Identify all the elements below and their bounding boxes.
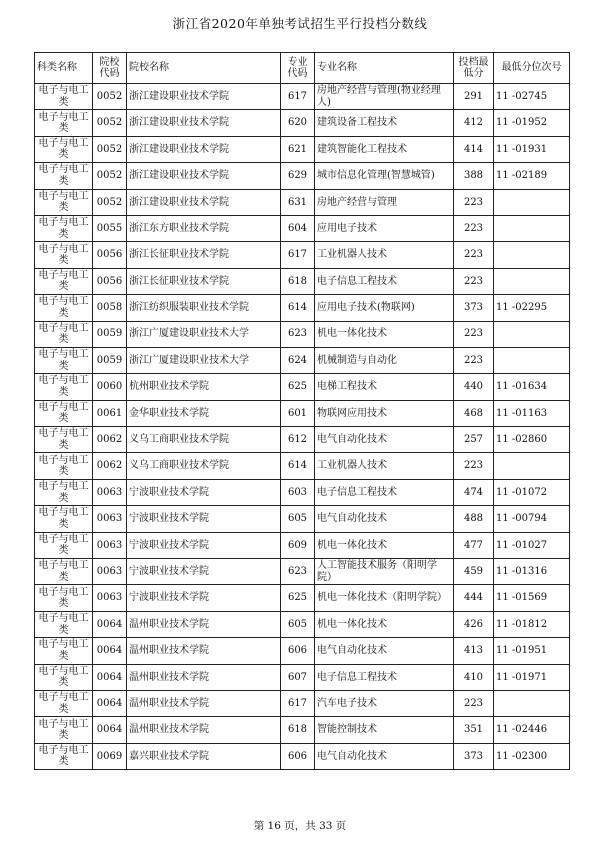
cell-major-code: 625 <box>281 585 315 611</box>
cell-min-score: 488 <box>454 506 494 532</box>
cell-major-code: 617 <box>281 690 315 716</box>
cell-category: 电子与电工类 <box>35 427 93 453</box>
header-school-name: 院校名称 <box>127 53 281 84</box>
cell-min-rank: 11 -01316 <box>494 559 570 585</box>
table-row <box>35 136 570 162</box>
cell-major-name: 房地产经营与管理 <box>315 189 454 215</box>
cell-school-code: 0063 <box>93 532 127 558</box>
cell-min-rank: 11 -01569 <box>494 585 570 611</box>
cell-school-code: 0064 <box>93 717 127 743</box>
table-row <box>35 321 570 347</box>
cell-major-code: 624 <box>281 347 315 373</box>
cell-major-code: 620 <box>281 110 315 136</box>
cell-major-code: 614 <box>281 295 315 321</box>
cell-category: 电子与电工类 <box>35 268 93 294</box>
cell-major-code: 603 <box>281 479 315 505</box>
cell-category: 电子与电工类 <box>35 84 93 110</box>
cell-min-rank <box>494 690 570 716</box>
cell-school-name: 宁波职业技术学院 <box>127 532 281 558</box>
cell-school-code: 0052 <box>93 189 127 215</box>
cell-school-code: 0059 <box>93 347 127 373</box>
cell-min-score: 223 <box>454 215 494 241</box>
cell-category: 电子与电工类 <box>35 163 93 189</box>
table-row <box>35 743 570 769</box>
cell-school-code: 0064 <box>93 664 127 690</box>
cell-min-score: 223 <box>454 321 494 347</box>
cell-min-score: 444 <box>454 585 494 611</box>
cell-min-rank: 11 -01072 <box>494 479 570 505</box>
cell-major-code: 629 <box>281 163 315 189</box>
table-row <box>35 690 570 716</box>
cell-school-name: 温州职业技术学院 <box>127 690 281 716</box>
cell-category: 电子与电工类 <box>35 743 93 769</box>
cell-min-rank: 11 -02295 <box>494 295 570 321</box>
cell-school-name: 温州职业技术学院 <box>127 611 281 637</box>
cell-min-rank <box>494 268 570 294</box>
table-row <box>35 532 570 558</box>
cell-min-score: 223 <box>454 189 494 215</box>
cell-category: 电子与电工类 <box>35 295 93 321</box>
cell-min-score: 388 <box>454 163 494 189</box>
cell-school-name: 浙江建设职业技术学院 <box>127 189 281 215</box>
cell-major-name: 物联网应用技术 <box>315 400 454 426</box>
cell-major-code: 607 <box>281 664 315 690</box>
page-footer: 第 16 页，共 33 页 <box>253 820 347 832</box>
cell-major-code: 612 <box>281 427 315 453</box>
cell-major-name: 机电一体化技术（阳明学院） <box>315 585 454 611</box>
page-title: 浙江省2020年单独考试招生平行投档分数线 <box>172 16 428 31</box>
cell-min-score: 373 <box>454 743 494 769</box>
cell-major-name: 工业机器人技术 <box>315 453 454 479</box>
cell-min-score: 410 <box>454 664 494 690</box>
cell-min-rank: 11 -01163 <box>494 400 570 426</box>
table-row <box>35 242 570 268</box>
cell-min-score: 223 <box>454 453 494 479</box>
table-row <box>35 559 570 585</box>
cell-school-code: 0062 <box>93 427 127 453</box>
cell-category: 电子与电工类 <box>35 638 93 664</box>
cell-min-rank: 11 -02860 <box>494 427 570 453</box>
cell-major-name: 建筑智能化工程技术 <box>315 136 454 162</box>
cell-major-name: 电子信息工程技术 <box>315 664 454 690</box>
cell-major-name: 机电一体化技术 <box>315 611 454 637</box>
cell-major-code: 623 <box>281 559 315 585</box>
table-row <box>35 215 570 241</box>
cell-min-score: 412 <box>454 110 494 136</box>
cell-major-code: 609 <box>281 532 315 558</box>
cell-major-code: 601 <box>281 400 315 426</box>
cell-major-name: 机电一体化技术 <box>315 321 454 347</box>
cell-major-name: 电气自动化技术 <box>315 638 454 664</box>
cell-major-name: 工业机器人技术 <box>315 242 454 268</box>
cell-min-score: 223 <box>454 690 494 716</box>
cell-school-code: 0063 <box>93 506 127 532</box>
cell-min-score: 291 <box>454 84 494 110</box>
cell-school-code: 0060 <box>93 374 127 400</box>
table-row <box>35 638 570 664</box>
cell-min-rank <box>494 189 570 215</box>
cell-major-name: 智能控制技术 <box>315 717 454 743</box>
cell-category: 电子与电工类 <box>35 189 93 215</box>
cell-major-name: 电子信息工程技术 <box>315 479 454 505</box>
cell-major-name: 电气自动化技术 <box>315 743 454 769</box>
cell-school-name: 浙江长征职业技术学院 <box>127 242 281 268</box>
cell-major-code: 618 <box>281 268 315 294</box>
cell-school-code: 0056 <box>93 268 127 294</box>
cell-school-code: 0056 <box>93 242 127 268</box>
table-row <box>35 427 570 453</box>
cell-major-name: 电子信息工程技术 <box>315 268 454 294</box>
cell-category: 电子与电工类 <box>35 347 93 373</box>
cell-major-name: 机电一体化技术 <box>315 532 454 558</box>
table-row <box>35 453 570 479</box>
cell-school-code: 0061 <box>93 400 127 426</box>
table-row <box>35 400 570 426</box>
cell-school-code: 0052 <box>93 84 127 110</box>
cell-min-score: 223 <box>454 347 494 373</box>
cell-school-code: 0059 <box>93 321 127 347</box>
cell-min-score: 414 <box>454 136 494 162</box>
table-row <box>35 163 570 189</box>
cell-school-code: 0064 <box>93 638 127 664</box>
cell-school-name: 浙江建设职业技术学院 <box>127 84 281 110</box>
cell-school-name: 金华职业技术学院 <box>127 400 281 426</box>
table-row <box>35 585 570 611</box>
cell-major-code: 604 <box>281 215 315 241</box>
cell-school-code: 0063 <box>93 479 127 505</box>
cell-school-code: 0062 <box>93 453 127 479</box>
cell-min-rank: 11 -01931 <box>494 136 570 162</box>
header-category: 科类名称 <box>35 53 93 84</box>
cell-school-name: 温州职业技术学院 <box>127 664 281 690</box>
cell-category: 电子与电工类 <box>35 242 93 268</box>
cell-major-code: 606 <box>281 743 315 769</box>
header-school-code: 院校代码 <box>93 53 127 84</box>
header-major-name: 专业名称 <box>315 53 454 84</box>
cell-major-name: 汽车电子技术 <box>315 690 454 716</box>
cell-school-name: 宁波职业技术学院 <box>127 506 281 532</box>
cell-min-rank: 11 -01951 <box>494 638 570 664</box>
cell-school-code: 0064 <box>93 690 127 716</box>
cell-school-name: 宁波职业技术学院 <box>127 585 281 611</box>
cell-min-rank: 11 -01971 <box>494 664 570 690</box>
cell-school-name: 浙江长征职业技术学院 <box>127 268 281 294</box>
cell-major-name: 应用电子技术(物联网) <box>315 295 454 321</box>
table-row <box>35 506 570 532</box>
table-row <box>35 295 570 321</box>
cell-school-name: 温州职业技术学院 <box>127 638 281 664</box>
cell-major-name: 人工智能技术服务（阳明学院） <box>315 559 454 585</box>
cell-school-name: 浙江建设职业技术学院 <box>127 110 281 136</box>
table-row <box>35 717 570 743</box>
cell-school-code: 0052 <box>93 110 127 136</box>
cell-category: 电子与电工类 <box>35 506 93 532</box>
table-row <box>35 268 570 294</box>
cell-school-name: 杭州职业技术学院 <box>127 374 281 400</box>
cell-min-score: 459 <box>454 559 494 585</box>
cell-category: 电子与电工类 <box>35 110 93 136</box>
cell-major-code: 605 <box>281 611 315 637</box>
cell-category: 电子与电工类 <box>35 374 93 400</box>
table-row <box>35 84 570 110</box>
table-row <box>35 189 570 215</box>
cell-min-score: 257 <box>454 427 494 453</box>
cell-major-name: 电气自动化技术 <box>315 506 454 532</box>
cell-category: 电子与电工类 <box>35 690 93 716</box>
cell-min-rank: 11 -02189 <box>494 163 570 189</box>
cell-category: 电子与电工类 <box>35 585 93 611</box>
cell-min-rank <box>494 347 570 373</box>
cell-major-name: 建筑设备工程技术 <box>315 110 454 136</box>
cell-min-rank: 11 -02446 <box>494 717 570 743</box>
cell-school-code: 0052 <box>93 136 127 162</box>
cell-major-code: 621 <box>281 136 315 162</box>
cell-category: 电子与电工类 <box>35 400 93 426</box>
cell-school-name: 浙江建设职业技术学院 <box>127 163 281 189</box>
cell-category: 电子与电工类 <box>35 559 93 585</box>
cell-min-rank: 11 -01634 <box>494 374 570 400</box>
cell-school-name: 义乌工商职业技术学院 <box>127 453 281 479</box>
cell-min-rank: 11 -00794 <box>494 506 570 532</box>
header-min-score: 投档最低分 <box>454 53 494 84</box>
cell-major-code: 605 <box>281 506 315 532</box>
cell-major-code: 623 <box>281 321 315 347</box>
cell-major-code: 617 <box>281 84 315 110</box>
cell-min-score: 440 <box>454 374 494 400</box>
cell-category: 电子与电工类 <box>35 136 93 162</box>
cell-min-score: 223 <box>454 242 494 268</box>
cell-major-name: 机械制造与自动化 <box>315 347 454 373</box>
cell-school-code: 0063 <box>93 585 127 611</box>
cell-school-code: 0052 <box>93 163 127 189</box>
cell-major-code: 606 <box>281 638 315 664</box>
cell-category: 电子与电工类 <box>35 664 93 690</box>
cell-min-score: 468 <box>454 400 494 426</box>
cell-major-code: 614 <box>281 453 315 479</box>
cell-category: 电子与电工类 <box>35 453 93 479</box>
cell-min-rank: 11 -02745 <box>494 84 570 110</box>
cell-school-name: 义乌工商职业技术学院 <box>127 427 281 453</box>
cell-major-name: 电气自动化技术 <box>315 427 454 453</box>
cell-school-name: 嘉兴职业技术学院 <box>127 743 281 769</box>
table-row <box>35 479 570 505</box>
cell-school-code: 0055 <box>93 215 127 241</box>
header-min-rank: 最低分位次号 <box>494 53 570 84</box>
cell-min-score: 426 <box>454 611 494 637</box>
cell-min-score: 351 <box>454 717 494 743</box>
cell-school-code: 0063 <box>93 559 127 585</box>
cell-category: 电子与电工类 <box>35 215 93 241</box>
header-major-code: 专业代码 <box>281 53 315 84</box>
cell-school-name: 浙江广厦建设职业技术大学 <box>127 347 281 373</box>
cell-major-code: 618 <box>281 717 315 743</box>
cell-major-code: 625 <box>281 374 315 400</box>
cell-school-name: 浙江建设职业技术学院 <box>127 136 281 162</box>
cell-min-score: 413 <box>454 638 494 664</box>
cell-school-code: 0069 <box>93 743 127 769</box>
cell-min-score: 477 <box>454 532 494 558</box>
cell-major-name: 城市信息化管理(智慧城管) <box>315 163 454 189</box>
cell-min-rank <box>494 453 570 479</box>
cell-min-rank: 11 -01952 <box>494 110 570 136</box>
table-row <box>35 110 570 136</box>
cell-category: 电子与电工类 <box>35 479 93 505</box>
cell-min-rank: 11 -01027 <box>494 532 570 558</box>
cell-min-score: 223 <box>454 268 494 294</box>
cell-min-rank <box>494 321 570 347</box>
cell-min-rank <box>494 215 570 241</box>
cell-category: 电子与电工类 <box>35 611 93 637</box>
cell-school-name: 浙江东方职业技术学院 <box>127 215 281 241</box>
cell-major-code: 631 <box>281 189 315 215</box>
admission-score-table <box>34 52 570 770</box>
cell-min-score: 373 <box>454 295 494 321</box>
cell-school-name: 宁波职业技术学院 <box>127 479 281 505</box>
table-row <box>35 374 570 400</box>
cell-school-code: 0058 <box>93 295 127 321</box>
cell-major-name: 房地产经营与管理(物业经理人) <box>315 84 454 110</box>
table-header-row <box>35 53 570 84</box>
cell-min-rank: 11 -02300 <box>494 743 570 769</box>
cell-major-code: 617 <box>281 242 315 268</box>
cell-min-score: 474 <box>454 479 494 505</box>
cell-min-rank <box>494 242 570 268</box>
cell-major-name: 应用电子技术 <box>315 215 454 241</box>
cell-category: 电子与电工类 <box>35 321 93 347</box>
cell-category: 电子与电工类 <box>35 532 93 558</box>
cell-school-name: 宁波职业技术学院 <box>127 559 281 585</box>
cell-school-code: 0064 <box>93 611 127 637</box>
cell-school-name: 浙江广厦建设职业技术大学 <box>127 321 281 347</box>
table-row <box>35 611 570 637</box>
cell-min-rank: 11 -01812 <box>494 611 570 637</box>
table-row <box>35 347 570 373</box>
cell-school-name: 温州职业技术学院 <box>127 717 281 743</box>
cell-major-name: 电梯工程技术 <box>315 374 454 400</box>
cell-school-name: 浙江纺织服装职业技术学院 <box>127 295 281 321</box>
cell-category: 电子与电工类 <box>35 717 93 743</box>
table-row <box>35 664 570 690</box>
